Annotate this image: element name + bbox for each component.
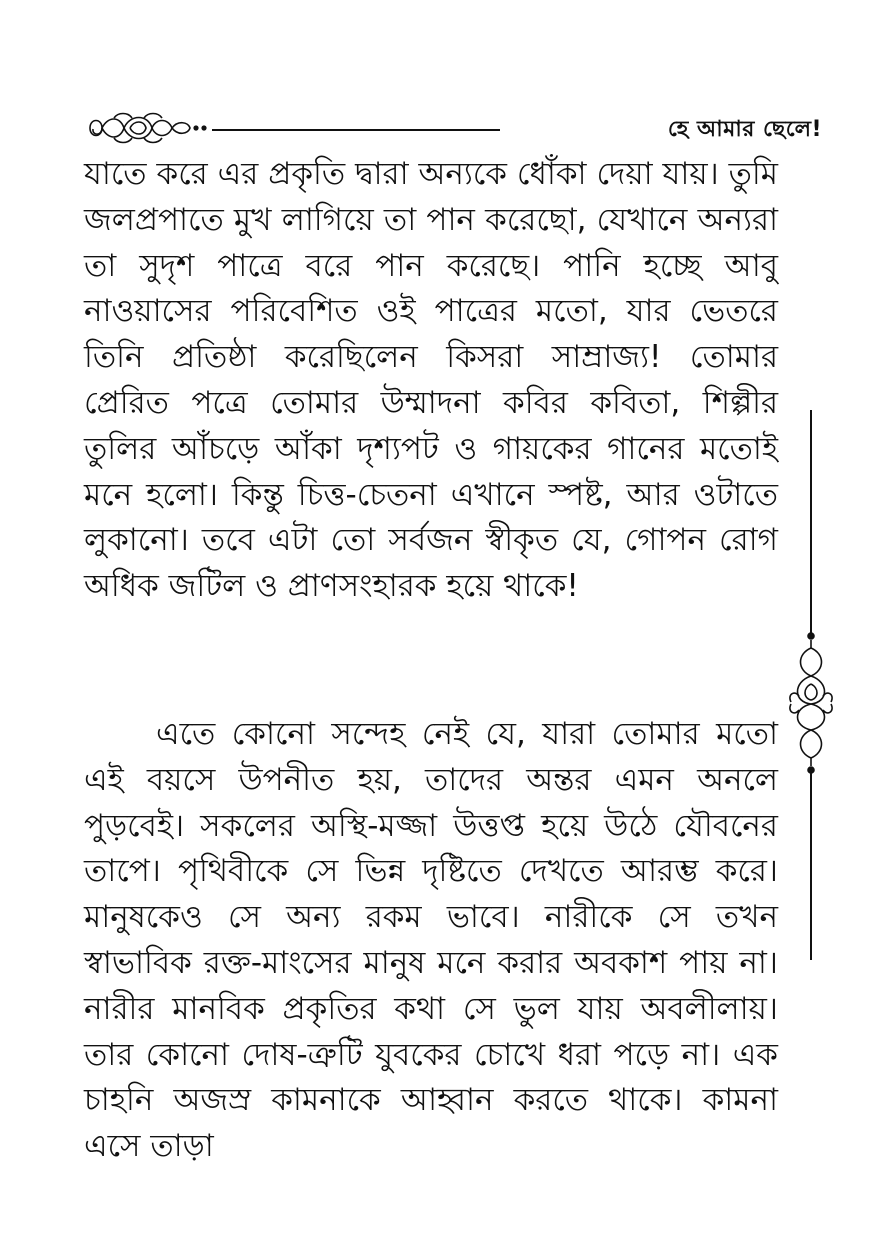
side-rule-top xyxy=(810,410,812,635)
running-header xyxy=(84,108,822,148)
body-paragraph-2: এতে কোনো সন্দেহ নেই যে, যারা তোমার মতো এই বয়সে উপনীত হয়, তাদের অন্তর এমন অনলে পুড়বেই। সকলের অস্থি-মজ্জা উত্তপ্ত হয়ে উঠে যৌবনের তাপে। পৃথিবীকে সে ভিন্ন দৃষ্টিতে দেখতে আরম্ভ করে। মানুষকেও সে অন্য রকম ভাবে। নারীকে সে তখন স্বাভাবিক রক্ত-মাংসের মানুষ মনে করার অবকাশ পায় না। নারীর মানবিক প্রকৃতির কথা সে ভুল যায় অবলীলায়। তার কোনো দোষ-ত্রুটি যুবকের চোখে ধরা পড়ে না। এক চাহনি অজস্র কামনাকে আহ্বান করতে থাকে। কামনা এসে তাড়া xyxy=(84,716,778,1165)
body-paragraph-1: যাতে করে এর প্রকৃতি দ্বারা অন্যকে ধোঁকা দেয়া যায়। তুমি জলপ্রপাতে মুখ লাগিয়ে তা পান করেছো, যেখানে অন্যরা তা সুদৃশ পাত্রে বরে পান করেছে। পানি হচ্ছে আবু নাওয়াসের পরিবেশিত ওই পাত্রের মতো, যার ভেতরে তিনি প্রতিষ্ঠা করেছিলেন কিসরা সাম্রাজ্য! তোমার প্রেরিত পত্রে তোমার উম্মাদনা কবির কবিতা, শিল্পীর তুলির আঁচড়ে আঁকা দৃশ্যপট ও গায়কের গানের মতোই মনে হলো। কিন্তু চিত্ত-চেতনা এখানে স্পষ্ট, আর ওটাতে লুকানো। তবে এটা তো সর্বজন স্বীকৃত যে, গোপন রোগ অধিক জটিল ও প্রাণসংহারক হয়ে থাকে! xyxy=(84,156,778,605)
side-rule-bottom xyxy=(810,770,812,960)
running-head-title: হে আমার ছেলে! xyxy=(667,117,822,142)
vertical-flourish-icon xyxy=(785,630,837,775)
scroll-flourish-icon xyxy=(84,108,214,148)
header-rule xyxy=(212,129,500,131)
